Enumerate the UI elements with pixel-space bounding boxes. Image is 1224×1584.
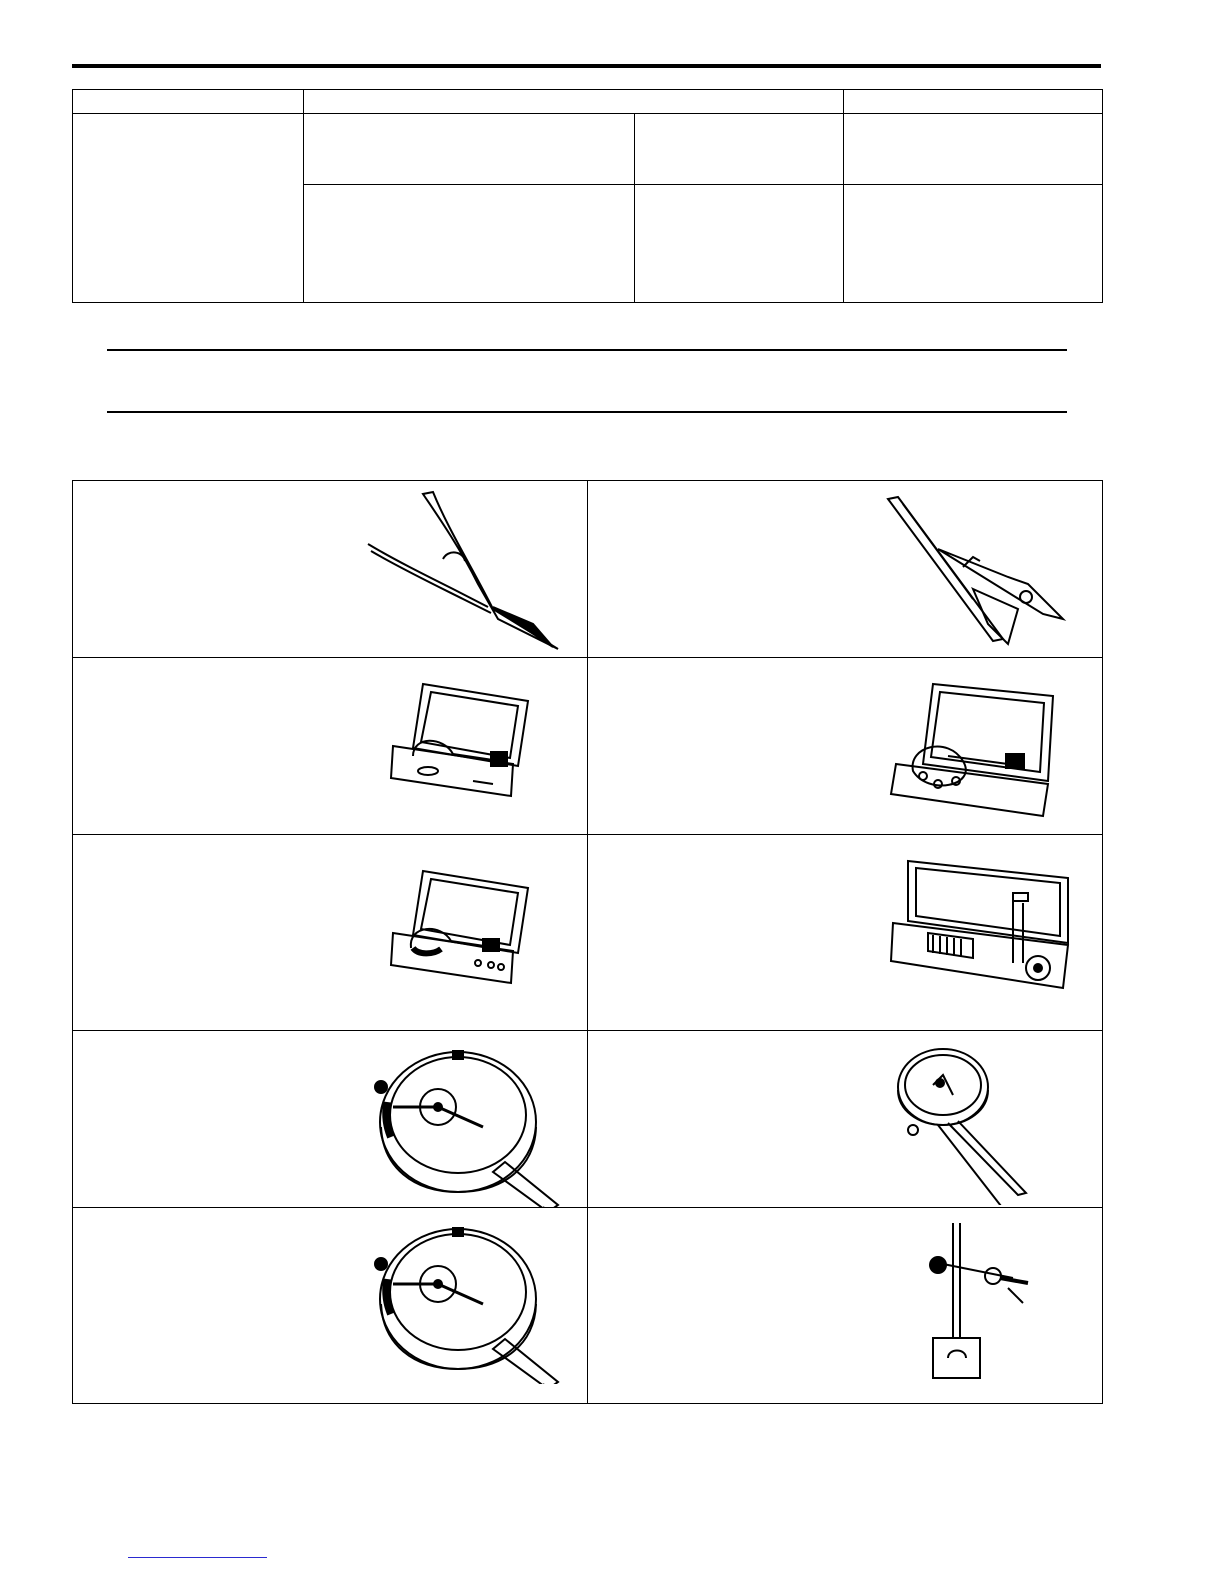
tool-cell: [588, 481, 1103, 658]
header-rule: [72, 64, 1101, 68]
tool-cell: [588, 1208, 1103, 1404]
dial-gauge-icon: [373, 1047, 563, 1207]
caliper-gauge-icon: [888, 1045, 1068, 1205]
micrometer-case-small-icon: [383, 676, 543, 816]
footer-link-underline[interactable]: [128, 1557, 267, 1558]
tool-cell: [73, 1031, 588, 1208]
tool-cell: [73, 658, 588, 835]
note-rule-bottom: [107, 411, 1067, 413]
spec-table: [72, 89, 1103, 303]
tool-cell: [588, 1031, 1103, 1208]
table-row: [73, 1031, 1103, 1208]
spec-header-cell: [844, 90, 1103, 114]
snap-ring-pliers-icon: [363, 489, 563, 651]
magnetic-stand-icon: [908, 1218, 1048, 1388]
spec-table-header: [73, 90, 1103, 114]
tool-cell: [588, 835, 1103, 1031]
spec-cell: [844, 114, 1103, 185]
special-tools-table: [72, 480, 1103, 1404]
tool-cell: [588, 658, 1103, 835]
spec-cell: [844, 185, 1103, 303]
table-row: [73, 481, 1103, 658]
tool-cell: [73, 835, 588, 1031]
table-row: [73, 658, 1103, 835]
spec-header-cell: [304, 90, 844, 114]
tool-cell: [73, 1208, 588, 1404]
table-row: [73, 114, 1103, 185]
tool-cell: [73, 481, 588, 658]
spec-cell: [635, 114, 844, 185]
spec-item-cell: [73, 114, 304, 303]
spec-cell: [304, 114, 635, 185]
table-row: [73, 1208, 1103, 1404]
spec-header-cell: [73, 90, 304, 114]
vernier-caliper-icon: [878, 489, 1078, 651]
spec-cell: [304, 185, 635, 303]
note-rule-top: [107, 349, 1067, 351]
cylinder-gauge-set-icon: [888, 853, 1078, 1003]
spec-cell: [635, 185, 844, 303]
micrometer-case-large-icon: [888, 676, 1068, 826]
table-row: [73, 835, 1103, 1031]
dial-gauge-icon: [373, 1224, 563, 1384]
micrometer-case-icon: [383, 863, 543, 1003]
